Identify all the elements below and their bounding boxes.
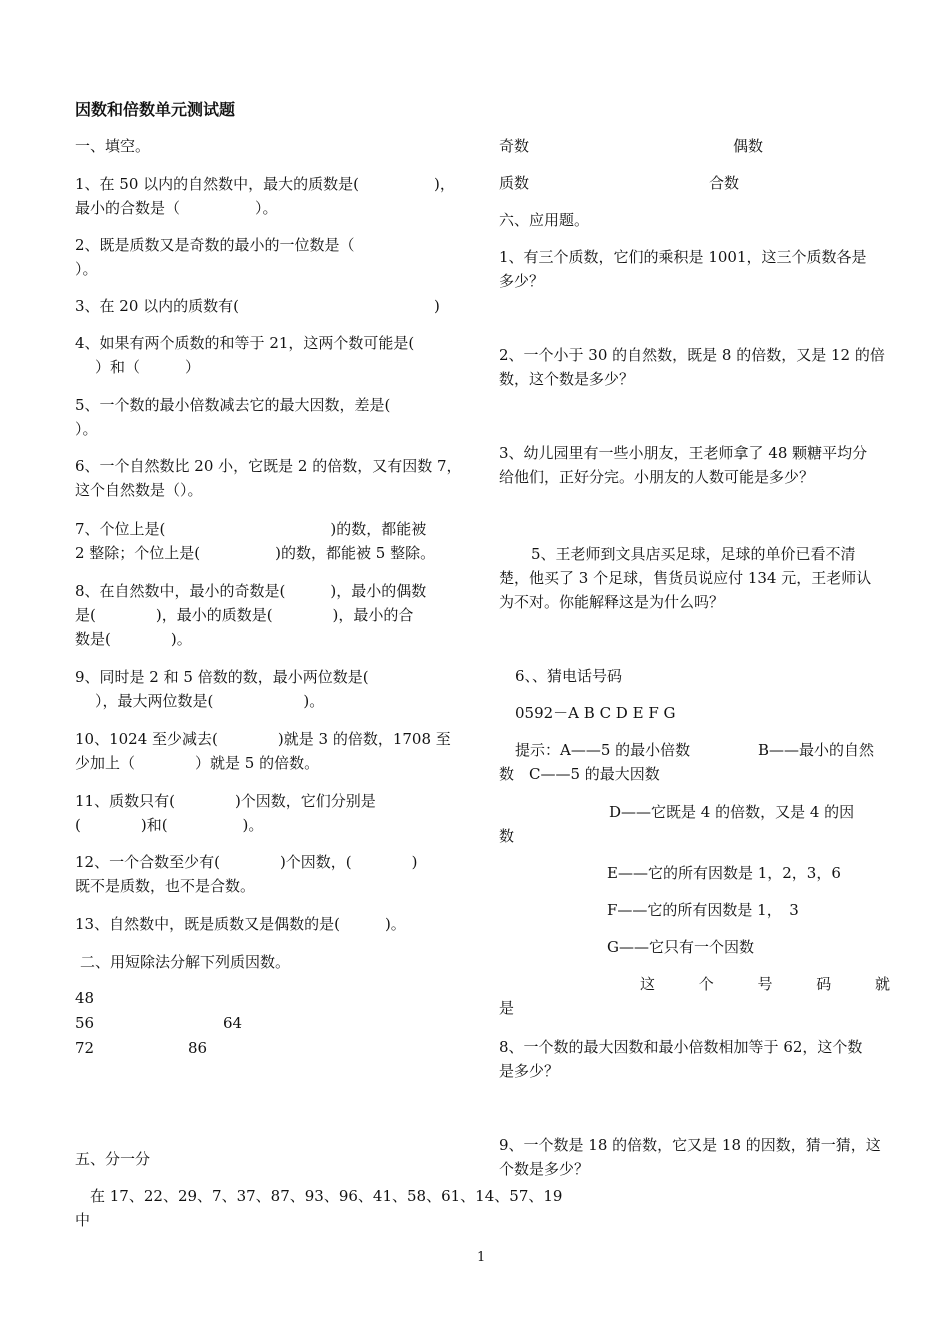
answer-line-2: 是 <box>499 999 515 1017</box>
number-86: 86 <box>188 1039 208 1057</box>
question-9-line-1: 9、同时是 2 和 5 倍数的数，最小两位数是( <box>75 668 369 686</box>
answer-line <box>640 972 890 996</box>
number-48: 48 <box>75 989 95 1007</box>
number-64: 64 <box>223 1014 243 1032</box>
question-1-line-2: 最小的合数是（ ）。 <box>75 199 278 217</box>
application-6-title: 6、、猜电话号码 <box>515 667 623 685</box>
application-9-line-2: 个数是多少？ <box>499 1160 590 1178</box>
question-12-line-2: 既不是质数，也不是合数。 <box>75 877 256 895</box>
application-8-line-1: 8、一个数的最大因数和最小倍数相加等于 62，这个数 <box>499 1038 863 1056</box>
question-11-line-2: ( )和( )。 <box>75 816 264 834</box>
question-5-line-2: ）。 <box>75 420 98 438</box>
page-number: 1 <box>477 1250 486 1265</box>
section-fill-blank: 一、填空。 <box>75 137 151 155</box>
application-2-line-1: 2、一个小于 30 的自然数，既是 8 的倍数，又是 12 的倍 <box>499 346 885 364</box>
hint-b: B——最小的自然 <box>758 741 875 759</box>
label-prime: 质数 <box>499 174 530 192</box>
question-4-line-2: ）和（ ） <box>95 358 201 376</box>
application-3-line-2: 给他们，正好分完。小朋友的人数可能是多少？ <box>499 468 815 486</box>
page-title: 因数和倍数单元测试题 <box>75 100 236 119</box>
label-even: 偶数 <box>733 137 764 155</box>
answer-char: 码 <box>816 975 832 993</box>
question-12-line-1: 12、一个合数至少有( )个因数，( ) <box>75 853 418 871</box>
application-1-line-2: 多少？ <box>499 272 545 290</box>
application-1-line-1: 1、有三个质数，它们的乘积是 1001，这三个质数各是 <box>499 248 867 266</box>
number-list-end: 中 <box>75 1211 91 1229</box>
label-odd: 奇数 <box>499 137 530 155</box>
application-8-line-2: 是多少？ <box>499 1062 560 1080</box>
answer-char: 这 <box>640 975 656 993</box>
answer-char: 号 <box>757 975 773 993</box>
section-applications: 六、应用题。 <box>499 211 590 229</box>
question-2-line-2: ）。 <box>75 260 98 278</box>
hint-a: 提示：A——5 的最小倍数 <box>515 741 691 759</box>
question-10-line-1: 10、1024 至少减去( )就是 3 的倍数，1708 至 <box>75 730 451 748</box>
number-72: 72 <box>75 1039 95 1057</box>
number-list: 在 17、22、29、7、37、87、93、96、41、58、61、14、57、19 <box>90 1187 563 1205</box>
application-5-line-3: 为不对。你能解释这是为什么吗？ <box>499 593 725 611</box>
application-9-line-1: 9、一个数是 18 的倍数，它又是 18 的因数，猜一猜，这 <box>499 1136 881 1154</box>
question-7-line-1: 7、个位上是( )的数，都能被 <box>75 520 427 538</box>
hint-d-end: 数 <box>499 827 515 845</box>
hint-d: D——它既是 4 的倍数，又是 4 的因 <box>609 803 855 821</box>
question-10-line-2: 少加上（ ）就是 5 的倍数。 <box>75 754 320 772</box>
question-13: 13、自然数中，既是质数又是偶数的是( )。 <box>75 915 406 933</box>
question-6-line-1: 6、一个自然数比 20 小，它既是 2 的倍数，又有因数 7， <box>75 457 462 475</box>
hint-e: E——它的所有因数是 1，2，3，6 <box>607 864 841 882</box>
application-3-line-1: 3、幼儿园里有一些小朋友，王老师拿了 48 颗糖平均分 <box>499 444 868 462</box>
application-2-line-2: 数，这个数是多少？ <box>499 370 635 388</box>
question-2-line-1: 2、既是质数又是奇数的最小的一位数是（ <box>75 236 355 254</box>
number-56: 56 <box>75 1014 95 1032</box>
answer-char: 个 <box>698 975 714 993</box>
question-8-line-1: 8、在自然数中，最小的奇数是( )，最小的偶数 <box>75 582 427 600</box>
hint-g: G——它只有一个因数 <box>607 938 754 956</box>
question-1-line-1: 1、在 50 以内的自然数中，最大的质数是( )， <box>75 175 455 193</box>
answer-char: 就 <box>874 975 890 993</box>
label-composite: 合数 <box>709 174 740 192</box>
question-7-line-2: 2 整除；个位上是( )的数，都能被 5 整除。 <box>75 544 436 562</box>
section-classify: 五、分一分 <box>75 1150 151 1168</box>
hint-f: F——它的所有因数是 1， 3 <box>607 901 799 919</box>
phone-pattern: 0592－A B C D E F G <box>515 704 676 722</box>
question-6-line-2: 这个自然数是（）。 <box>75 481 203 499</box>
section-factorize: 二、用短除法分解下列质因数。 <box>80 953 291 971</box>
question-5-line-1: 5、一个数的最小倍数减去它的最大因数，差是( <box>75 396 391 414</box>
question-8-line-3: 数是( )。 <box>75 630 192 648</box>
application-5-line-1: 5、王老师到文具店买足球，足球的单价已看不清 <box>531 545 856 563</box>
question-9-line-2: ），最大两位数是( )。 <box>95 692 325 710</box>
question-8-line-2: 是( )，最小的质数是( )，最小的合 <box>75 606 414 624</box>
hint-c: 数 C——5 的最大因数 <box>499 765 660 783</box>
question-11-line-1: 11、质数只有( )个因数，它们分别是 <box>75 792 376 810</box>
application-5-line-2: 楚，他买了 3 个足球，售货员说应付 134 元，王老师认 <box>499 569 872 587</box>
question-4-line-1: 4、如果有两个质数的和等于 21，这两个数可能是( <box>75 334 415 352</box>
question-3: 3、在 20 以内的质数有( ) <box>75 297 440 315</box>
